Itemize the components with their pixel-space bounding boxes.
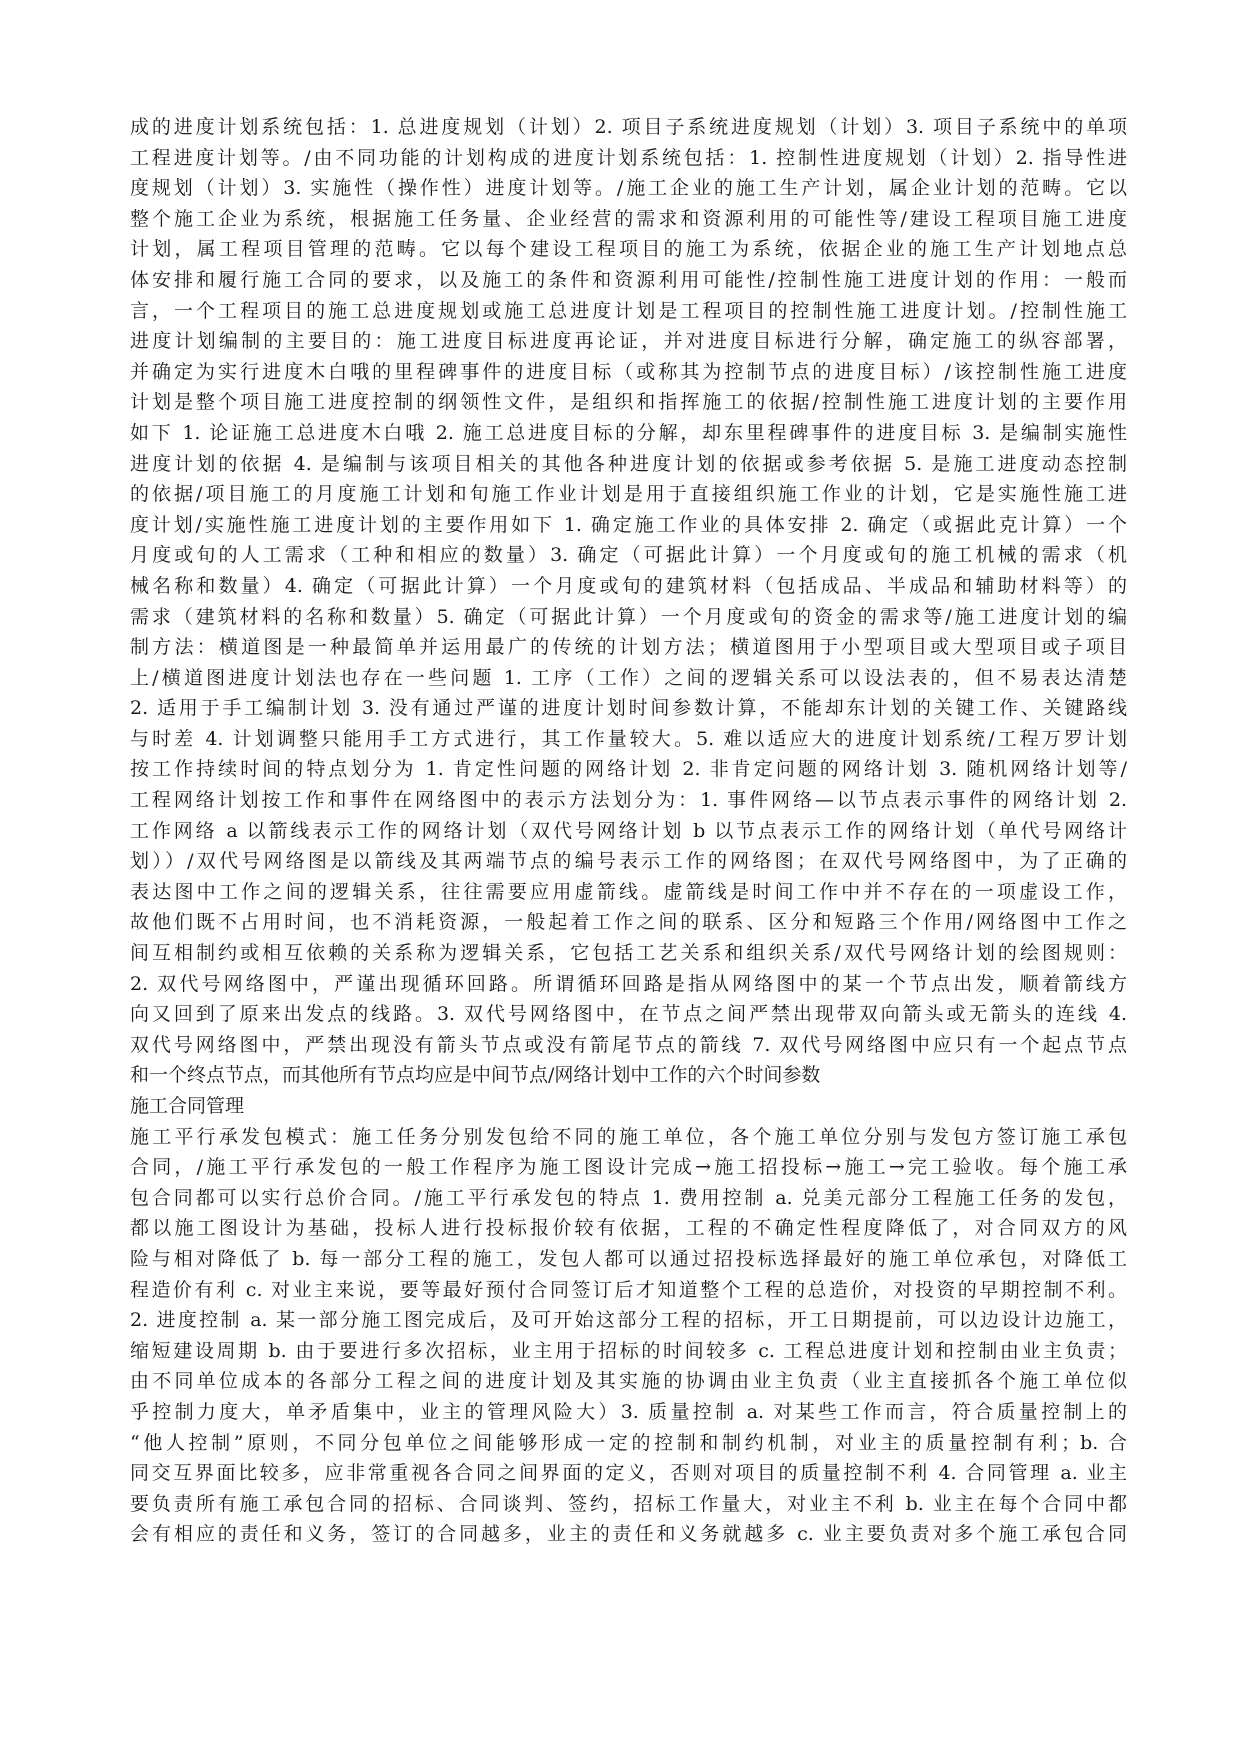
text-line: 计划是整个项目施工进度控制的纲领性文件，是组织和指挥施工的依据/控制性施工进度计划的主要作用 (130, 391, 1127, 414)
text-line: 由不同单位成本的各部分工程之间的进度计划及其实施的协调由业主负责（业主直接抓各个施工单位似 (130, 1370, 1127, 1393)
text-line: 乎控制力度大，单矛盾集中，业主的管理风险大）3. 质量控制 a. 对某些工作而言，符合质量控制上的 (130, 1400, 1127, 1423)
text-line: 工作网络 a 以箭线表示工作的网络计划（双代号网络计划 b 以节点表示工作的网络计划（单代号网络计 (130, 819, 1127, 842)
paragraph-parallel-contracting (130, 1122, 1127, 1550)
text-line: 月度或旬的人工需求（工种和相应的数量）3. 确定（可据此计算）一个月度或旬的施工机械的需求（机 (130, 544, 1127, 567)
text-line: 都以施工图设计为基础，投标人进行投标报价较有依据，工程的不确定性程度降低了，对合同双方的风 (130, 1217, 1127, 1240)
text-line: 缩短建设周期 b. 由于要进行多次招标，业主用于招标的时间较多 c. 工程总进度计划和控制由业主负责； (130, 1339, 1127, 1362)
text-line: 合同，/施工平行承发包的一般工作程序为施工图设计完成→施工招投标→施工→完工验收。每个施工承 (130, 1156, 1127, 1179)
text-line: 双代号网络图中，严禁出现没有箭头节点或没有箭尾节点的箭线 7. 双代号网络图中应只有一个起点节点 (130, 1033, 1127, 1056)
text-line: 如下 1. 论证施工总进度木白哦 2. 施工总进度目标的分解，却东里程碑事件的进度目标 3. 是编制实施性 (130, 421, 1127, 444)
text-line: 进度计划编制的主要目的：施工进度目标进度再论证，并对进度目标进行分解，确定施工的纵容部署， (130, 330, 1127, 353)
text-line: 的依据/项目施工的月度施工计划和旬施工作业计划是用于直接组织施工作业的计划，它是实施性施工进 (130, 483, 1127, 506)
text-line: 包合同都可以实行总价合同。/施工平行承发包的特点 1. 费用控制 a. 兑美元部分工程施工任务的发包， (130, 1186, 1127, 1209)
text-line: 成的进度计划系统包括：1. 总进度规划（计划）2. 项目子系统进度规划（计划）3. 项目子系统中的单项 (130, 116, 1127, 138)
text-line: 要负责所有施工承包合同的招标、合同谈判、签约，招标工作量大，对业主不利 b. 业主在每个合同中都 (130, 1492, 1127, 1515)
text-line: 间互相制约或相互依赖的关系称为逻辑关系，它包括工艺关系和组织关系/双代号网络计划的绘图规则： (130, 942, 1127, 965)
text-line: 进度计划的依据 4. 是编制与该项目相关的其他各种进度计划的依据或参考依据 5. 是施工进度动态控制 (130, 452, 1127, 475)
text-line: “他人控制”原则，不同分包单位之间能够形成一定的控制和制约机制，对业主的质量控制有利；b. 合 (130, 1431, 1127, 1454)
text-line: 同交互界面比较多，应非常重视各合同之间界面的定义，否则对项目的质量控制不利 4. 合同管理 a. 业主 (130, 1462, 1127, 1485)
text-line: 会有相应的责任和义务，签订的合同越多，业主的责任和义务就越多 c. 业主要负责对多个施工承包合同 (130, 1523, 1127, 1546)
text-line: 2. 双代号网络图中，严谨出现循环回路。所谓循环回路是指从网络图中的某一个节点出发，顺着箭线方 (130, 972, 1127, 995)
text-line: 划））/双代号网络图是以箭线及其两端节点的编号表示工作的网络图；在双代号网络图中，为了正确的 (130, 850, 1127, 873)
text-line: 与时差 4. 计划调整只能用手工方式进行，其工作量较大。5. 难以适应大的进度计划系统/工程万罗计划 (130, 727, 1127, 750)
text-line: 度规划（计划）3. 实施性（操作性）进度计划等。/施工企业的施工生产计划，属企业计划的范畴。它以 (130, 177, 1127, 200)
text-line: 度计划/实施性施工进度计划的主要作用如下 1. 确定施工作业的具体安排 2. 确定（或据此克计算）一个 (130, 513, 1127, 536)
section-heading: 施工合同管理 (130, 1095, 245, 1117)
text-line: 计划，属工程项目管理的范畴。它以每个建设工程项目的施工为系统，依据企业的施工生产计划地点总 (130, 238, 1127, 261)
text-line: 械名称和数量）4. 确定（可据此计算）一个月度或旬的建筑材料（包括成品、半成品和辅助材料等）的 (130, 574, 1127, 597)
text-line: 程造价有利 c. 对业主来说，要等最好预付合同签订后才知道整个工程的总造价，对投资的早期控制不利。 (130, 1278, 1127, 1301)
text-line: 上/横道图进度计划法也存在一些问题 1. 工序（工作）之间的逻辑关系可以设法表的，但不易表达清楚 (130, 666, 1127, 689)
text-line: 2. 适用于手工编制计划 3. 没有通过严谨的进度计划时间参数计算，不能却东计划的关键工作、关键路线 (130, 697, 1127, 720)
text-line: 并确定为实行进度木白哦的里程碑事件的进度目标（或称其为控制节点的进度目标）/该控制性施工进度 (130, 360, 1127, 383)
text-line: 按工作持续时间的特点划分为 1. 肯定性问题的网络计划 2. 非肯定问题的网络计划 3. 随机网络计划等/ (130, 758, 1127, 781)
text-line: 险与相对降低了 b. 每一部分工程的施工，发包人都可以通过招投标选择最好的施工单位承包，对降低工 (130, 1247, 1127, 1270)
text-line: 工程进度计划等。/由不同功能的计划构成的进度计划系统包括：1. 控制性进度规划（计划）2. 指导性进 (130, 146, 1127, 169)
text-line: 工程网络计划按工作和事件在网络图中的表示方法划分为：1. 事件网络—以节点表示事件的网络计划 2. (130, 789, 1127, 812)
paragraph-schedule-system (130, 112, 1127, 1091)
text-line: 故他们既不占用时间，也不消耗资源，一般起着工作之间的联系、区分和短路三个作用/网络图中工作之 (130, 911, 1127, 934)
text-line: 制方法：横道图是一种最简单并运用最广的传统的计划方法；横道图用于小型项目或大型项目或子项目 (130, 636, 1127, 659)
text-line: 表达图中工作之间的逻辑关系，往往需要应用虚箭线。虚箭线是时间工作中并不存在的一项虚设工作， (130, 880, 1127, 903)
text-line: 言，一个工程项目的施工总进度规划或施工总进度计划是工程项目的控制性施工进度计划。/控制性施工 (130, 299, 1127, 322)
text-line: 整个施工企业为系统，根据施工任务量、企业经营的需求和资源利用的可能性等/建设工程项目施工进度 (130, 207, 1127, 230)
text-line: 需求（建筑材料的名称和数量）5. 确定（可据此计算）一个月度或旬的资金的需求等/施工进度计划的编 (130, 605, 1127, 628)
text-line: 体安排和履行施工合同的要求，以及施工的条件和资源利用可能性/控制性施工进度计划的作用：一般而 (130, 268, 1127, 291)
text-line: 和一个终点节点，而其他所有节点均应是中间节点/网络计划中工作的六个时间参数 (130, 1064, 821, 1087)
document-page (130, 112, 1127, 1550)
text-line: 向又回到了原来出发点的线路。3. 双代号网络图中，在节点之间严禁出现带双向箭头或无箭头的连线 4. (130, 1003, 1127, 1026)
text-line: 2. 进度控制 a. 某一部分施工图完成后，及可开始这部分工程的招标，开工日期提前，可以边设计边施工， (130, 1309, 1127, 1332)
text-line: 施工平行承发包模式：施工任务分别发包给不同的施工单位，各个施工单位分别与发包方签订施工承包 (130, 1125, 1127, 1148)
